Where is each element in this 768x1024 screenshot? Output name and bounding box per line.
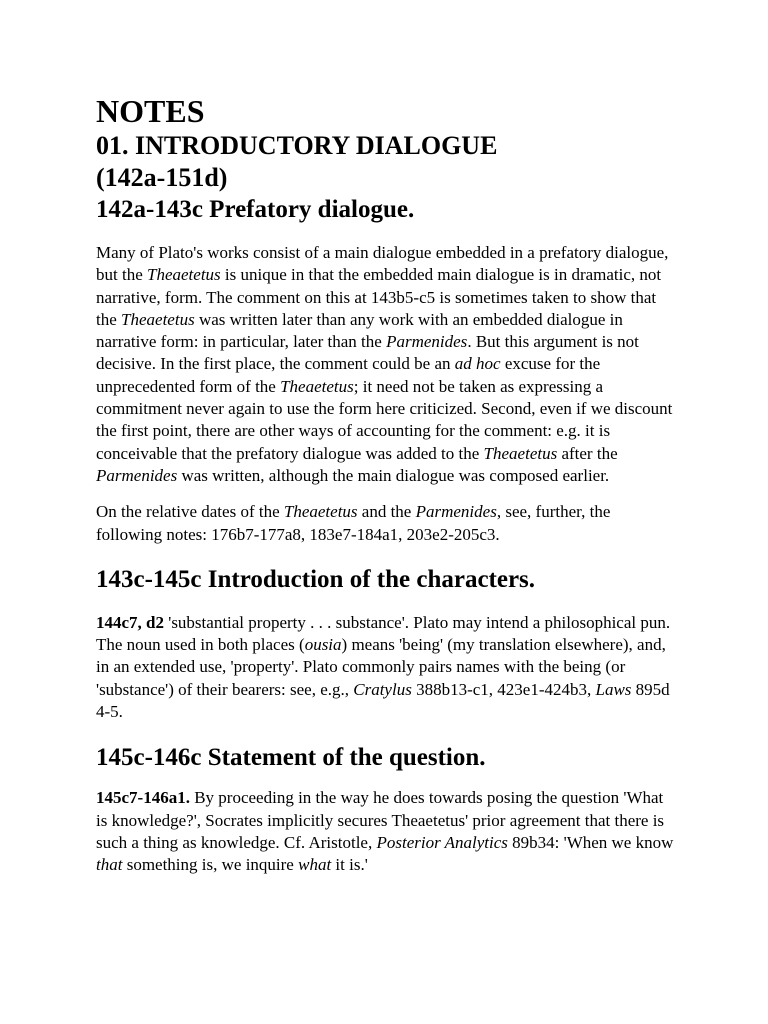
paragraph: 144c7, d2 'substantial property . . . substance'. Plato may intend a philosophical pun. The noun used in both places (ousia) means 'being' (my translation elsewhere), and, in an extended use, 'property'. Plato commonly pairs names with the being (or 'substance') of their bearers: see, e.g., Cratylus 388b13-c1, 423e1-424b3, Laws 895d 4-5. xyxy=(96,612,671,722)
italic-term: Cratylus xyxy=(353,679,412,699)
document-body xyxy=(96,92,676,877)
section-title-line-2: (142a-151d) xyxy=(96,163,228,192)
italic-term: Theaetetus xyxy=(280,376,354,396)
italic-term: ousia xyxy=(304,635,342,655)
italic-term: that xyxy=(96,855,123,875)
document-title: NOTES xyxy=(96,93,205,129)
subsection-heading-prefatory: 142a-143c Prefatory dialogue. xyxy=(96,196,415,223)
italic-term: Parmenides xyxy=(96,465,178,485)
paragraph: On the relative dates of the Theaetetus and the Parmenides, see, further, the following notes: 176b7-177a8, 183e7-184a1, 203e2-205c3. xyxy=(96,502,611,544)
paragraph: Many of Plato's works consist of a main dialogue embedded in a prefatory dialogue, but the Theaetetus is unique in that the embedded main dialogue is in dramatic, not narrative, form. The comment on this at 143b5-c5 is sometimes taken to show that the Theaetetus was written later than any work with an embedded dialogue in narrative form: in particular, later than the Parmenides. But this argument is not decisive. In the first place, the comment could be an ad hoc excuse for the unprecedented form of the Theaetetus; it need not be taken as expressing a commitment never again to use the form here criticized. Second, even if we discount the first point, there are other ways of accounting for the comment: e.g. it is conceivable that the prefatory dialogue was added to the Theaetetus after the Parmenides was written, although the main dialogue was composed earlier. xyxy=(96,243,673,485)
bold-reference: 144c7, d2 xyxy=(96,612,164,632)
italic-term: Theaetetus xyxy=(283,502,358,522)
paragraph: 145c7-146a1. By proceeding in the way he does towards posing the question 'What is knowledge?', Socrates implicitly secures Theaetetus' prior agreement that there is such a thing as knowledge. Cf. Aristotle, Posterior Analytics 89b34: 'When we know that something is, we inquire what it is.' xyxy=(96,788,674,875)
italic-term: Laws xyxy=(595,679,632,699)
italic-term: what xyxy=(298,855,332,875)
bold-reference: 145c7-146a1. xyxy=(96,788,190,808)
section-title-line-1: 01. INTRODUCTORY DIALOGUE xyxy=(96,131,498,160)
italic-term: Theaetetus xyxy=(483,443,558,463)
italic-term: Theaetetus xyxy=(147,265,221,285)
subsection-heading-characters: 143c-145c Introduction of the characters. xyxy=(96,565,536,593)
subsection-heading-question: 145c-146c Statement of the question. xyxy=(96,744,486,772)
italic-term: Theaetetus xyxy=(121,309,195,329)
italic-term: Parmenides xyxy=(415,502,497,522)
italic-term: Posterior Analytics xyxy=(376,832,508,852)
italic-term: Parmenides xyxy=(386,332,468,352)
italic-term: ad hoc xyxy=(454,354,501,374)
